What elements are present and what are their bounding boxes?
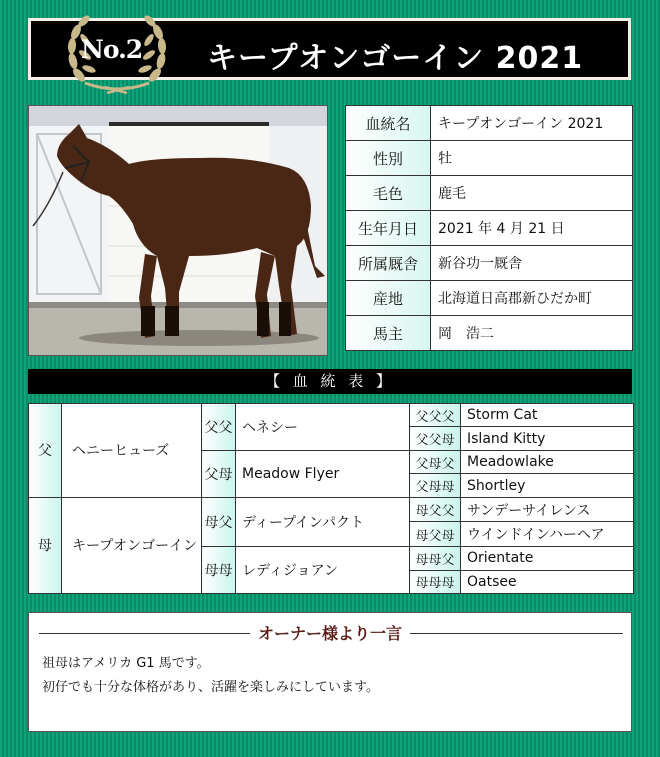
profile-row-stable xyxy=(346,246,633,281)
profile-label: 毛色 xyxy=(346,176,431,211)
ancestor-label: 母父父 xyxy=(410,497,461,522)
ancestor-label: 父父母 xyxy=(410,427,461,450)
profile-label: 性別 xyxy=(346,141,431,176)
ancestor-label: 母父母 xyxy=(410,522,461,547)
ancestor-name: Orientate xyxy=(461,547,634,570)
dam-dam-label: 母母 xyxy=(202,547,236,594)
pedigree-section-title: 【 血 統 表 】 xyxy=(28,369,632,394)
ancestor-label: 母母母 xyxy=(410,570,461,593)
profile-row-birthplace xyxy=(346,281,633,316)
dam-sire-label: 母父 xyxy=(202,497,236,546)
profile-label: 生年月日 xyxy=(346,211,431,246)
owner-comment-title xyxy=(29,621,631,644)
ancestor-name: Shortley xyxy=(461,474,634,497)
title-banner xyxy=(28,18,631,80)
ancestor-name: Island Kitty xyxy=(461,427,634,450)
profile-row-birthdate xyxy=(346,211,633,246)
sire-sire-label: 父父 xyxy=(202,404,236,451)
sire-dam-label: 父母 xyxy=(202,450,236,497)
dam-dam-name: レディジョアン xyxy=(236,547,410,594)
profile-label: 産地 xyxy=(346,281,431,316)
horse-profile-table xyxy=(345,105,633,351)
ancestor-label: 父母母 xyxy=(410,474,461,497)
sire-dam-name: Meadow Flyer xyxy=(236,450,410,497)
profile-label: 馬主 xyxy=(346,316,431,351)
profile-value: 北海道日高郡新ひだか町 xyxy=(431,281,633,316)
profile-value: 新谷功一厩舎 xyxy=(431,246,633,281)
owner-comment-line: 初仔でも十分な体格があり、活躍を楽しみにしています。 xyxy=(42,680,379,695)
dam-label: 母 xyxy=(29,497,62,593)
dam-name: キープオンゴーイン xyxy=(62,497,202,593)
profile-label: 血統名 xyxy=(346,106,431,141)
title-banner-inner xyxy=(31,21,628,77)
ancestor-name: Meadowlake xyxy=(461,450,634,473)
page-title: キープオンゴーイン 2021 xyxy=(207,41,584,76)
profile-value: キープオンゴーイン 2021 xyxy=(431,106,633,141)
owner-comment-title-text: オーナー様より一言 xyxy=(250,624,410,643)
sire-sire-name: ヘネシー xyxy=(236,404,410,451)
profile-value: 岡 浩二 xyxy=(431,316,633,351)
sire-name: ヘニーヒューズ xyxy=(62,404,202,498)
ancestor-name: Oatsee xyxy=(461,570,634,593)
ancestor-name: ウインドインハーヘア xyxy=(461,522,634,547)
profile-value: 鹿毛 xyxy=(431,176,633,211)
profile-row-sex xyxy=(346,141,633,176)
horse-image xyxy=(29,106,327,355)
owner-comment-line: 祖母はアメリカ G1 馬です。 xyxy=(42,656,210,671)
ancestor-label: 母母父 xyxy=(410,547,461,570)
profile-row-pedigree-name xyxy=(346,106,633,141)
ancestor-label: 父父父 xyxy=(410,404,461,427)
sire-label: 父 xyxy=(29,404,62,498)
profile-row-owner xyxy=(346,316,633,351)
horse-photo xyxy=(28,105,328,356)
profile-value: 2021 年 4 月 21 日 xyxy=(431,211,633,246)
ancestor-name: サンデーサイレンス xyxy=(461,497,634,522)
pedigree-table xyxy=(28,403,634,594)
ancestor-name: Storm Cat xyxy=(461,404,634,427)
ancestor-label: 父母父 xyxy=(410,450,461,473)
profile-value: 牡 xyxy=(431,141,633,176)
entry-number: No.2 xyxy=(81,35,143,64)
profile-label: 所属厩舎 xyxy=(346,246,431,281)
dam-sire-name: ディープインパクト xyxy=(236,497,410,546)
profile-row-coat-color xyxy=(346,176,633,211)
owner-comment-box xyxy=(28,612,632,732)
